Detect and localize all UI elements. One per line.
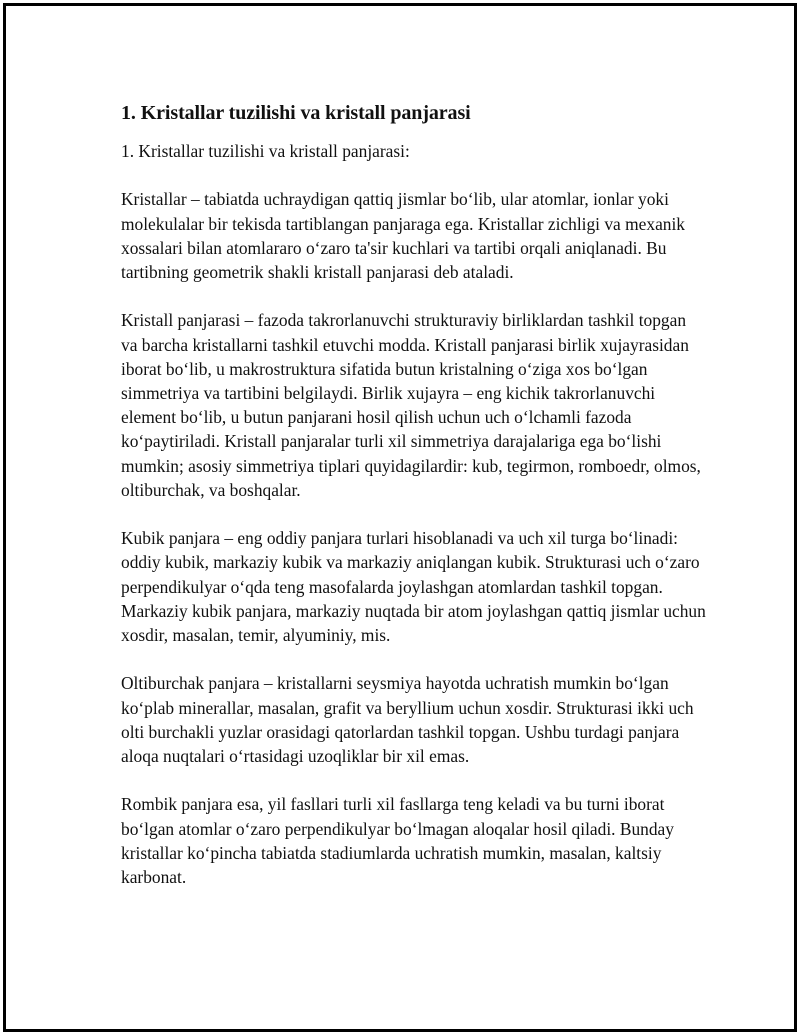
paragraph-kristall-panjarasi: Kristall panjarasi – fazoda takrorlanuvchi strukturaviy birliklardan tashkil topgan va barcha kristallarni tashkil etuvchi modda. Kristall panjarasi birlik xujayrasidan iborat bo‘lib, u makrostruktura sifatida butun kristalning o‘ziga xos bo‘lgan simmetriya va tartibini belgilaydi. Birlik xujayra – eng kichik takrorlanuvchi element bo‘lib, u butun panjarani hosil qilish uchun uch o‘lchamli fazoda ko‘paytiriladi. Kristall panjaralar turli xil simmetriya darajalariga ega bo‘lishi mumkin; asosiy simmetriya tiplari quyidagilardir: kub, tegirmon, romboedr, olmos, oltiburchak, va boshqalar. [121,310,701,500]
paragraph-kristallar: Kristallar – tabiatda uchraydigan qattiq jismlar bo‘lib, ular atomlar, ionlar yoki molekulalar bir tekisda tartiblangan panjaraga ega. Kristallar zichligi va mexanik xossalari bilan atomlararo o‘zaro ta'sir kuchlari va tartibi orqali aniqlanadi. Bu tartibning geometrik shakli kristall panjarasi deb ataladi. [121,189,686,282]
paragraph-kubik-panjara: Kubik panjara – eng oddiy panjara turlari hisoblanadi va uch xil turga bo‘linadi: oddiy kubik, markaziy kubik va markaziy aniqlangan kubik. Strukturasi uch o‘zaro perpendikulyar o‘qda teng masofalarda joylashgan atomlardan tashkil topgan. Markaziy kubik panjara, markaziy nuqtada bir atom joylashgan qattiq jismlar uchun xosdir, masalan, temir, alyuminiy, mis. [121,528,706,646]
paragraph-rombik-panjara: Rombik panjara esa, yil fasllari turli xil fasllarga teng keladi va bu turni iborat bo‘lgan atomlar o‘zaro perpendikulyar bo‘lmagan aloqalar hosil qiladi. Bunday kristallar ko‘pincha tabiatda stadiumlarda uchratish mumkin, masalan, kaltsiy karbonat. [121,794,674,888]
paragraph-oltiburchak-panjara: Oltiburchak panjara – kristallarni seysmiya hayotda uchratish mumkin bo‘lgan ko‘plab minerallar, masalan, grafit va beryllium uchun xosdir. Strukturasi ikki uch olti burchakli yuzlar orasidagi qatorlardan tashkil topgan. Ushbu turdagi panjara aloqa nuqtalari o‘rtasidagi uzoqliklar bir xil emas. [121,673,694,767]
document-heading: 1. Kristallar tuzilishi va kristall panjarasi [121,102,471,124]
document-body [121,98,706,913]
page-frame [3,3,797,1032]
paragraph-subtitle: 1. Kristallar tuzilishi va kristall panjarasi: [121,141,410,161]
